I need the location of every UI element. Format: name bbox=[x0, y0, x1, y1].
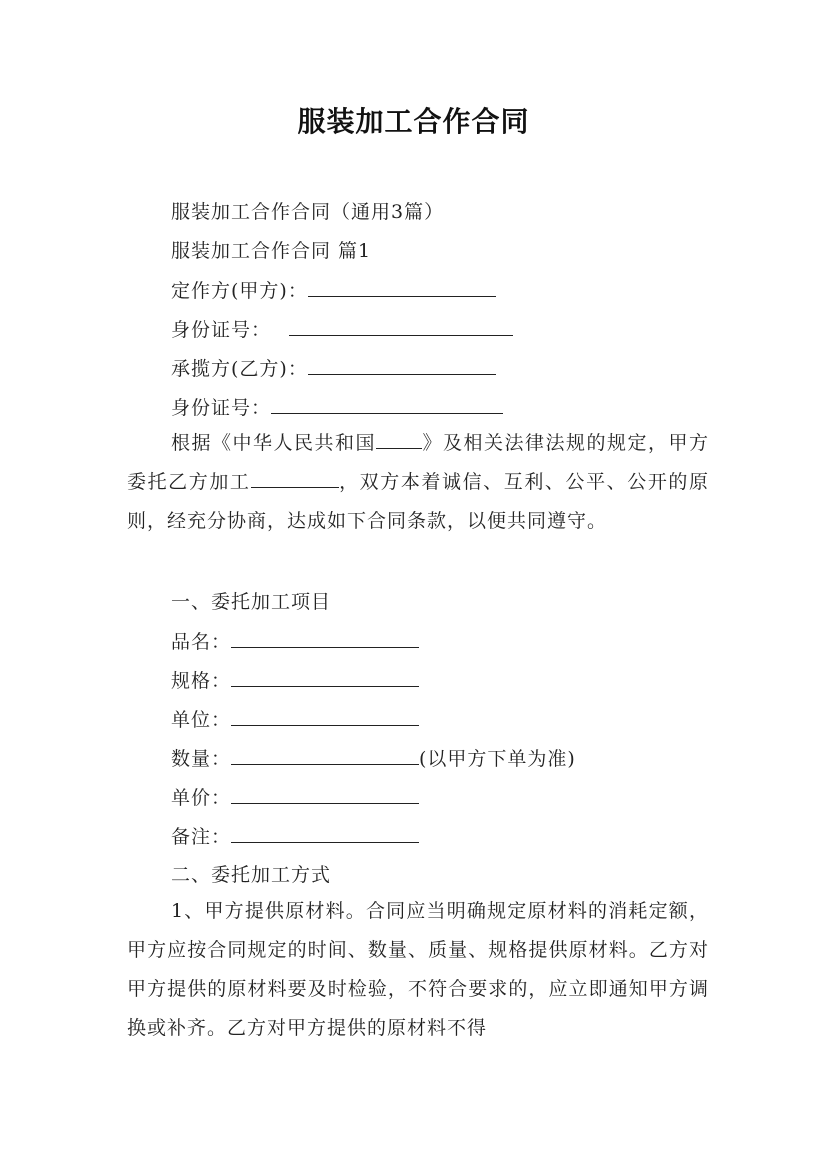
blank-line bbox=[231, 824, 419, 843]
field-party-a bbox=[171, 278, 496, 303]
heading-processing-method: 二、委托加工方式 bbox=[171, 864, 332, 886]
blank-line bbox=[231, 785, 419, 804]
heading-entrusted-items: 一、委托加工项目 bbox=[171, 591, 332, 613]
field-label: 定作方(甲方)： bbox=[171, 280, 308, 302]
clause-1-paragraph: 1、甲方提供原材料。合同应当明确规定原材料的消耗定额，甲方应按合同规定的时间、数量、质量、规格提供原材料。乙方对甲方提供的原材料要及时检验，不符合要求的，应立即通知甲方调换或补齐。乙方对甲方提供的原材料不得 bbox=[127, 900, 709, 1039]
field-label: 备注： bbox=[171, 826, 232, 848]
section-heading: 服装加工合作合同 篇1 bbox=[171, 240, 372, 262]
field-party-b bbox=[171, 356, 496, 381]
field-label: 单价： bbox=[171, 787, 232, 809]
field-unit bbox=[171, 707, 419, 732]
intro-paragraph bbox=[127, 424, 709, 541]
blank-line bbox=[308, 356, 496, 375]
field-specification bbox=[171, 668, 419, 693]
field-label: 身份证号： bbox=[171, 319, 272, 341]
field-label: 规格： bbox=[171, 670, 232, 692]
blank-line bbox=[376, 430, 422, 449]
blank-line bbox=[231, 668, 419, 687]
document-subtitle: 服装加工合作合同（通用3篇） bbox=[171, 201, 445, 223]
blank-line bbox=[231, 707, 419, 726]
field-remarks bbox=[171, 824, 419, 849]
field-unit-price bbox=[171, 785, 419, 810]
field-label: 品名： bbox=[171, 631, 232, 653]
field-id-b bbox=[171, 395, 503, 420]
field-quantity bbox=[171, 746, 576, 771]
intro-text-1: 根据《中华人民共和国 bbox=[171, 432, 376, 454]
blank-line bbox=[251, 469, 339, 488]
intro-text-2: 》及相关法律法规的规定，甲方委托乙方加工 bbox=[127, 432, 709, 493]
blank-line bbox=[289, 317, 513, 336]
blank-line bbox=[231, 746, 419, 765]
document-title: 服装加工合作合同 bbox=[297, 105, 530, 138]
field-label: 单位： bbox=[171, 709, 232, 731]
field-label: 数量： bbox=[171, 748, 232, 770]
field-id-a bbox=[171, 317, 513, 342]
blank-line bbox=[231, 629, 419, 648]
field-product-name bbox=[171, 629, 419, 654]
quantity-note: (以甲方下单为准) bbox=[419, 748, 576, 770]
blank-line bbox=[308, 278, 496, 297]
field-label: 承揽方(乙方)： bbox=[171, 358, 308, 380]
field-label: 身份证号： bbox=[171, 397, 272, 419]
intro-text-3: ，双方本着诚信、互利、公平、公开的原则，经充分协商，达成如下合同条款，以便共同遵守。 bbox=[127, 471, 709, 532]
blank-line bbox=[271, 395, 503, 414]
